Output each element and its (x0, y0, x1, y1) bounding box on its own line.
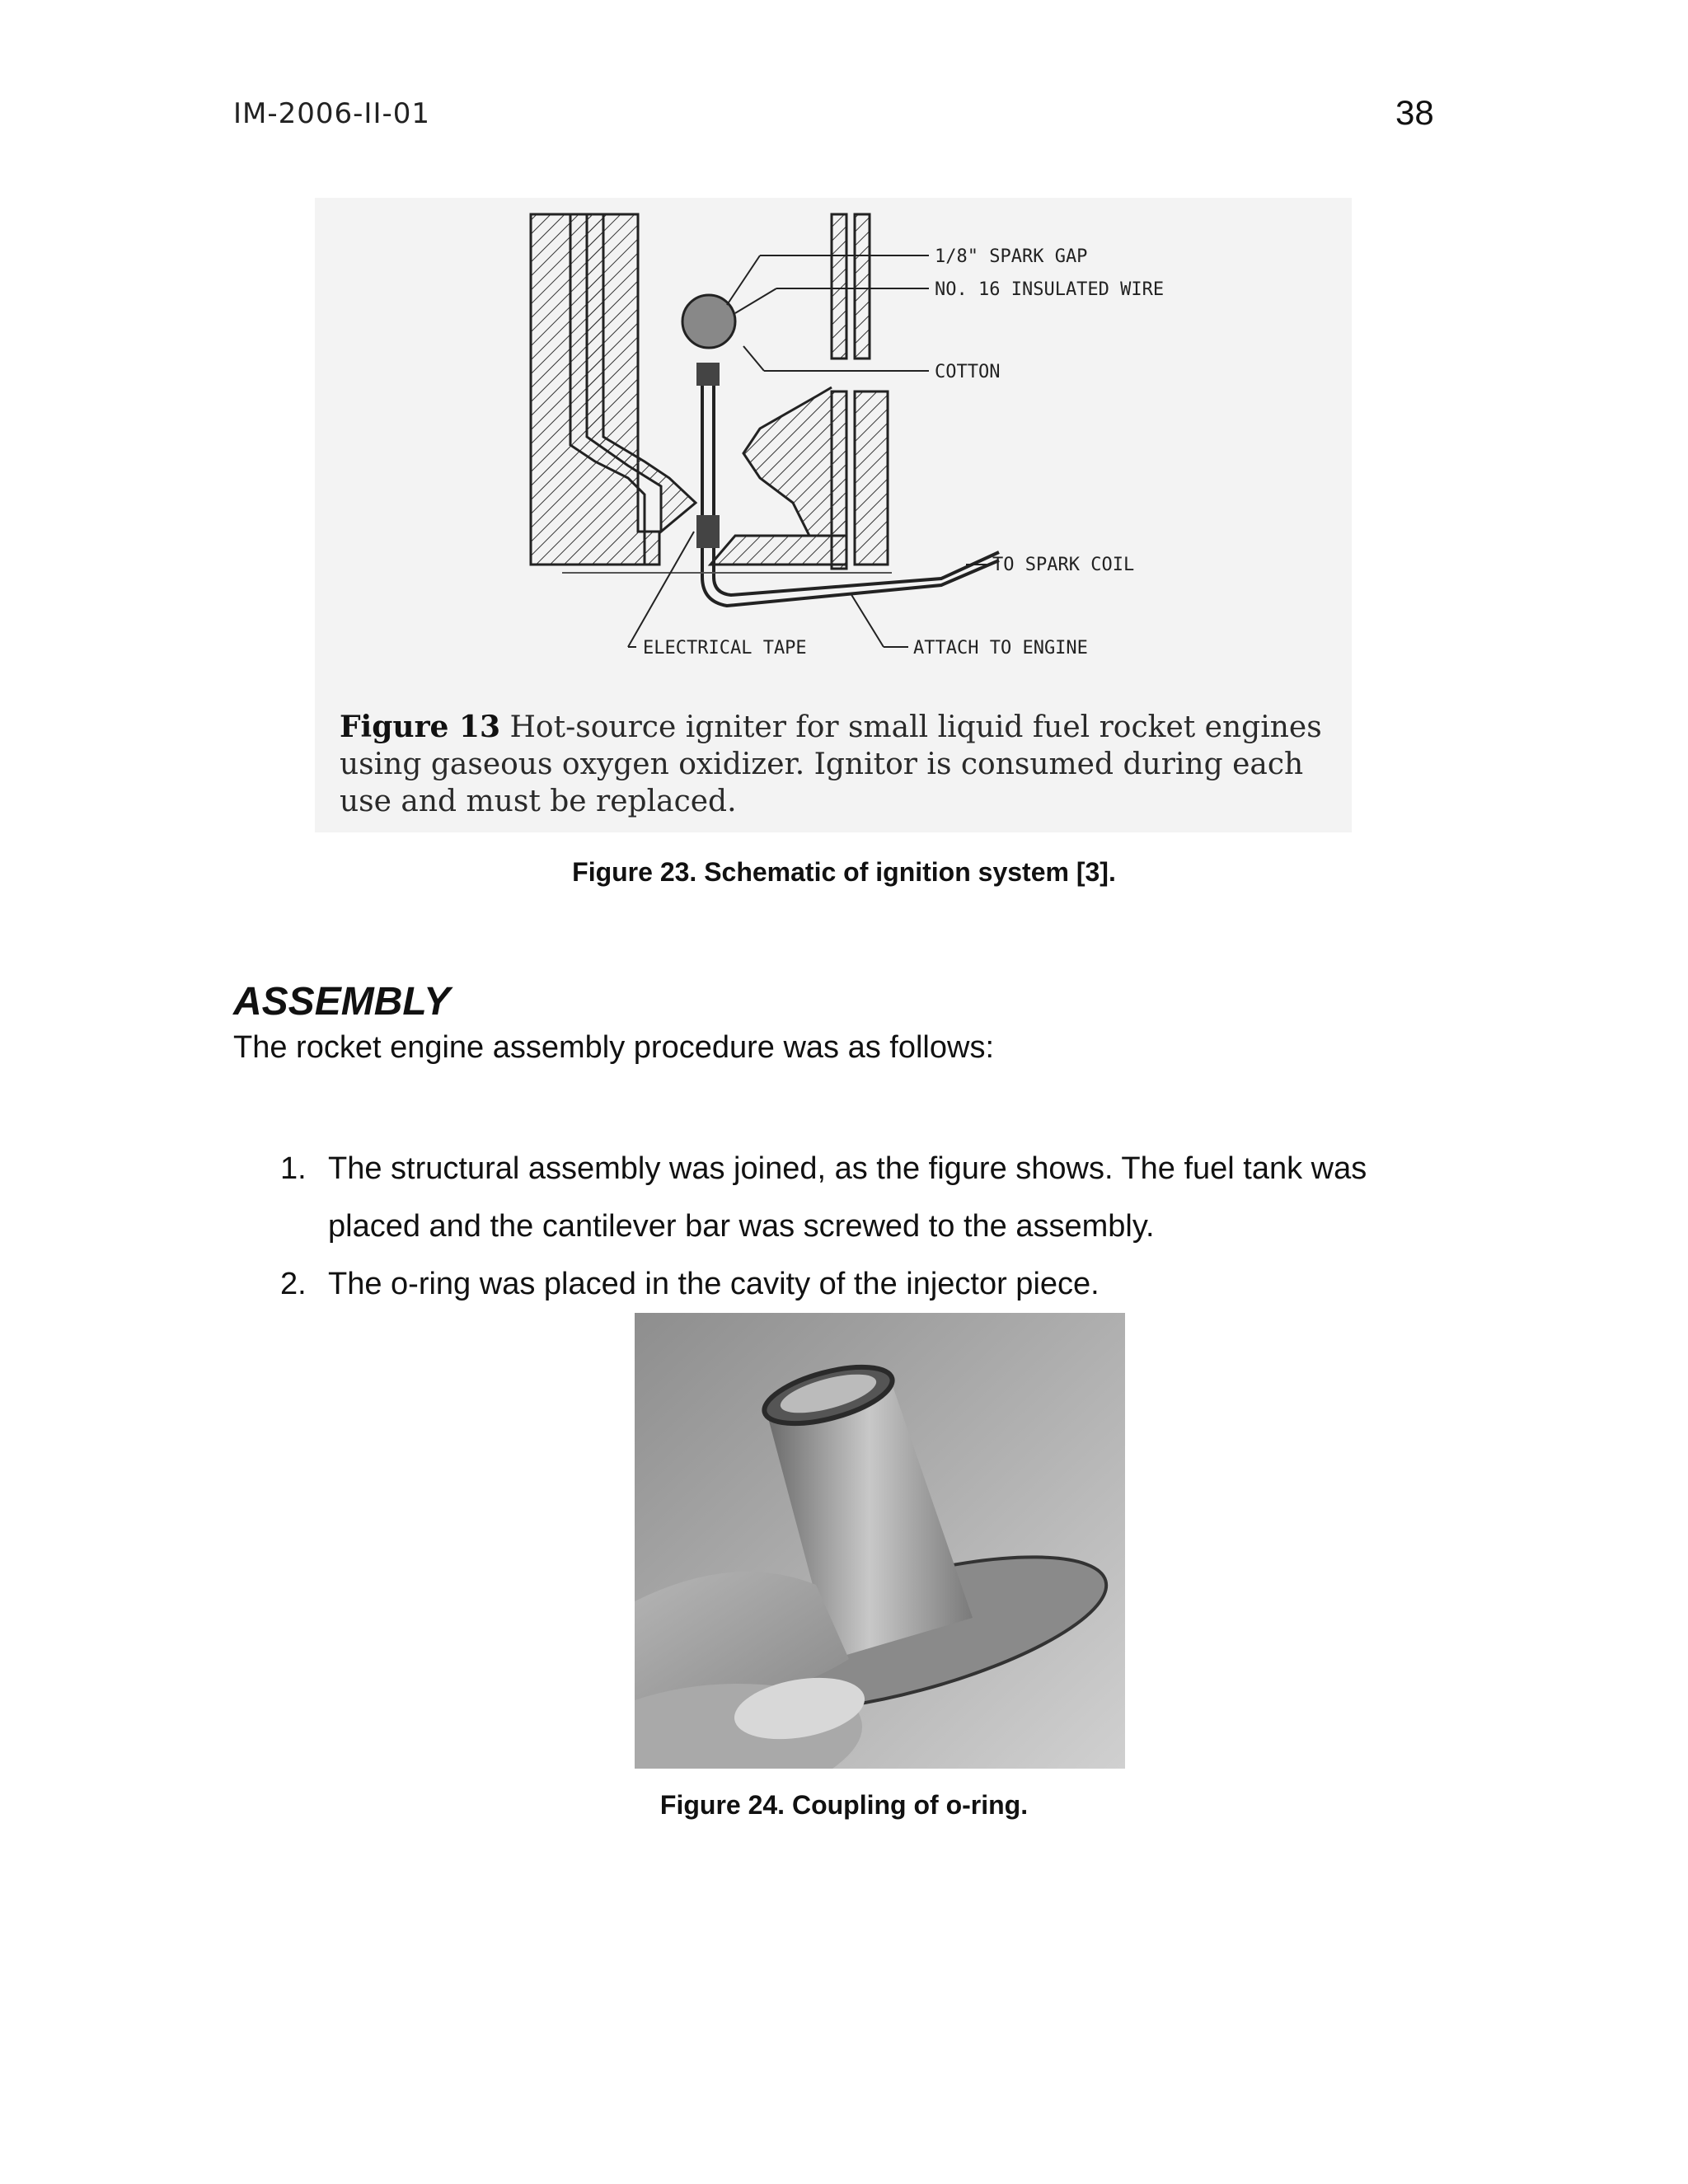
label-spark-coil: TO SPARK COIL (992, 555, 1135, 575)
o-ring-photo-drawing (635, 1313, 1125, 1769)
upper-tape-wrap (696, 363, 720, 386)
list-item-text: The structural assembly was joined, as the figure shows. The fuel tank was placed and the cantilever bar was screwed to the assembly. (328, 1151, 1367, 1244)
label-attach-engine: ATTACH TO ENGINE (913, 638, 1088, 658)
list-item (280, 1255, 1434, 1313)
lower-tape-wrap (696, 515, 720, 548)
label-spark-gap: 1/8" SPARK GAP (935, 246, 1088, 267)
inner-caption-text: Hot-source igniter for small liquid fuel rocket engines using gaseous oxygen oxidizer. Ignitor is consumed during each use and must be replaced. (340, 710, 1322, 818)
ignition-schematic-figure (315, 198, 1352, 832)
list-item-text: The o-ring was placed in the cavity of the injector piece. (328, 1267, 1100, 1301)
page-number: 38 (1395, 93, 1434, 132)
section-intro: The rocket engine assembly procedure was as follows: (233, 1030, 995, 1065)
o-ring-photo (635, 1313, 1125, 1769)
document-id: IM-2006-II-01 (233, 97, 431, 130)
list-item-number: 1. (280, 1151, 307, 1186)
figure-24-caption: Figure 24. Coupling of o-ring. (659, 1790, 1029, 1820)
label-cotton: COTTON (935, 362, 1001, 382)
figure-23-caption: Figure 23. Schematic of ignition system [3]. (572, 857, 1116, 887)
list-item (280, 1140, 1434, 1255)
list-item-number: 2. (280, 1267, 307, 1301)
inner-caption-label: Figure 13 (340, 710, 501, 744)
ignition-schematic-drawing (315, 198, 1352, 692)
inner-figure-caption (340, 709, 1337, 820)
section-heading: ASSEMBLY (233, 980, 451, 1024)
assembly-steps-list (280, 1140, 1434, 1313)
label-electrical-tape: ELECTRICAL TAPE (643, 638, 807, 658)
label-insulated-wire: NO. 16 INSULATED WIRE (935, 279, 1165, 300)
